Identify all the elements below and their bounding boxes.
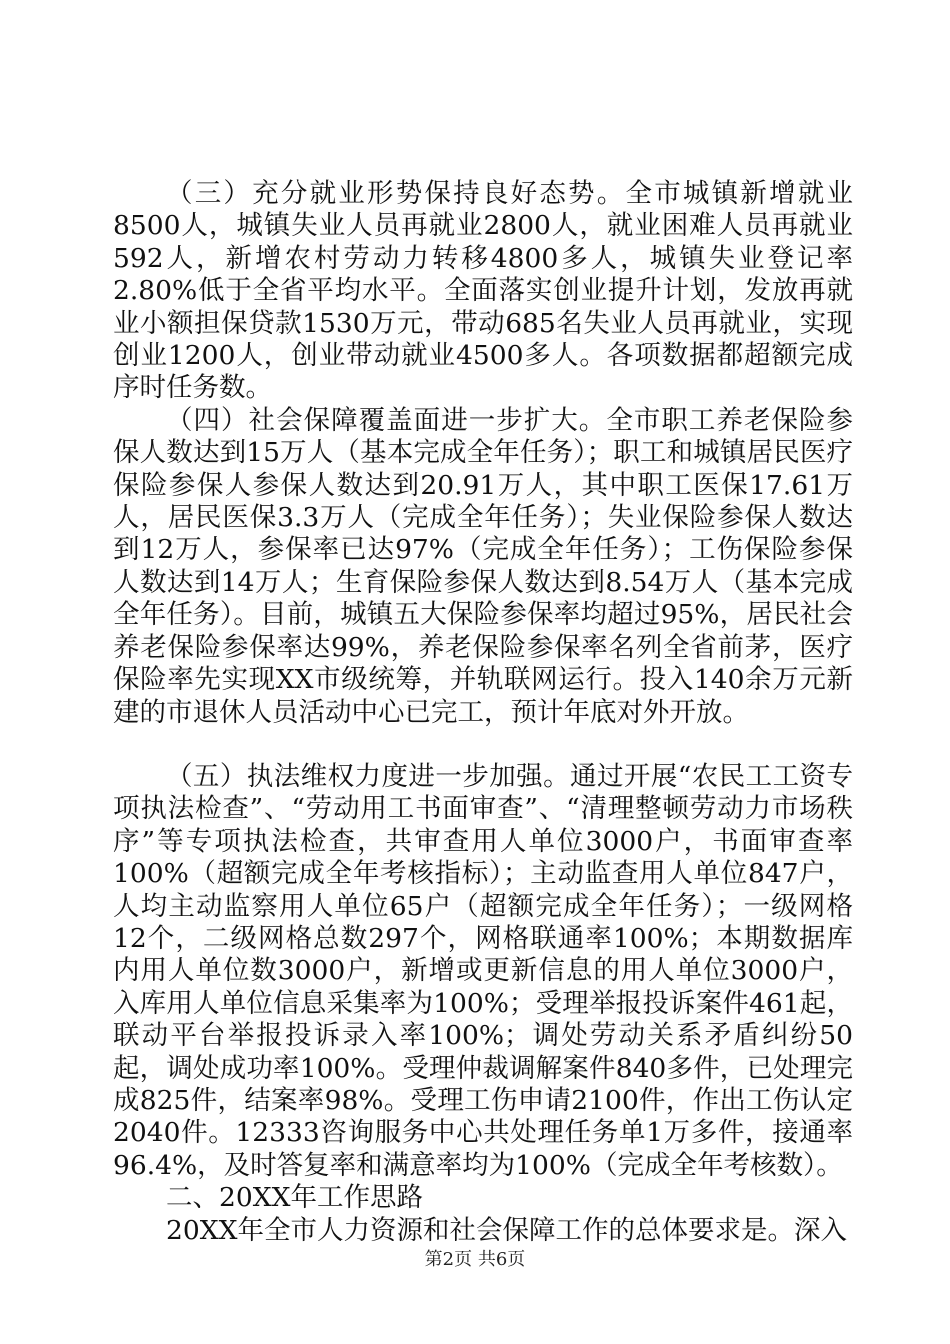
paragraph-gap xyxy=(113,729,853,761)
paragraph-employment: （三）充分就业形势保持良好态势。全市城镇新增就业8500人，城镇失业人员再就业2800人，就业困难人员再就业592人，新增农村劳动力转移4800多人，城镇失业登记率2.80%低于全省平均水平。全面落实创业提升计划，发放再就业小额担保贷款1530万元，带动685名失业人员再就业，实现创业1200人，创业带动就业4500多人。各项数据都超额完成序时任务数。 xyxy=(113,178,853,404)
paragraph-law-enforcement: （五）执法维权力度进一步加强。通过开展“农民工工资专项执法检查”、“劳动用工书面审查”、“清理整顿劳动力市场秩序”等专项执法检查，共审查用人单位3000户，书面审查率100%（超额完成全年考核指标）；主动监查用人单位847户，人均主动监察用人单位65户（超额完成全年任务）；一级网格12个，二级网格总数297个，网格联通率100%；本期数据库内用人单位数3000户，新增或更新信息的用人单位3000户，入库用人单位信息采集率为100%；受理举报投诉案件461起，联动平台举报投诉录入率100%；调处劳动关系矛盾纠纷50起，调处成功率100%。受理仲裁调解案件840多件，已处理完成825件，结案率98%。受理工伤申请2100件，作出工伤认定2040件。12333咨询服务中心共处理任务单1万多件，接通率96.4%，及时答复率和满意率均为100%（完成全年考核数）。 xyxy=(113,760,853,1181)
paragraph-social-security: （四）社会保障覆盖面进一步扩大。全市职工养老保险参保人数达到15万人（基本完成全年任务）；职工和城镇居民医疗保险参保人参保人数达到20.91万人，其中职工医保17.61万人，居民医保3.3万人（完成全年任务）；失业保险参保人数达到12万人，参保率已达97%（完成全年任务）；工伤保险参保人数达到14万人；生育保险参保人数达到8.54万人（基本完成全年任务）。目前，城镇五大保险参保率均超过95%，居民社会养老保险参保率达99%，养老保险参保率名列全省前茅，医疗保险率先实现XX市级统筹，并轨联网运行。投入140余万元新建的市退休人员活动中心已完工，预计年底对外开放。 xyxy=(113,404,853,728)
paragraph-work-plan: 20XX年全市人力资源和社会保障工作的总体要求是。深入 xyxy=(166,1214,847,1246)
page-footer: 第2页 共6页 xyxy=(424,1249,526,1270)
body-text xyxy=(113,178,853,1247)
section-heading: 二、20XX年工作思路 xyxy=(166,1182,423,1214)
